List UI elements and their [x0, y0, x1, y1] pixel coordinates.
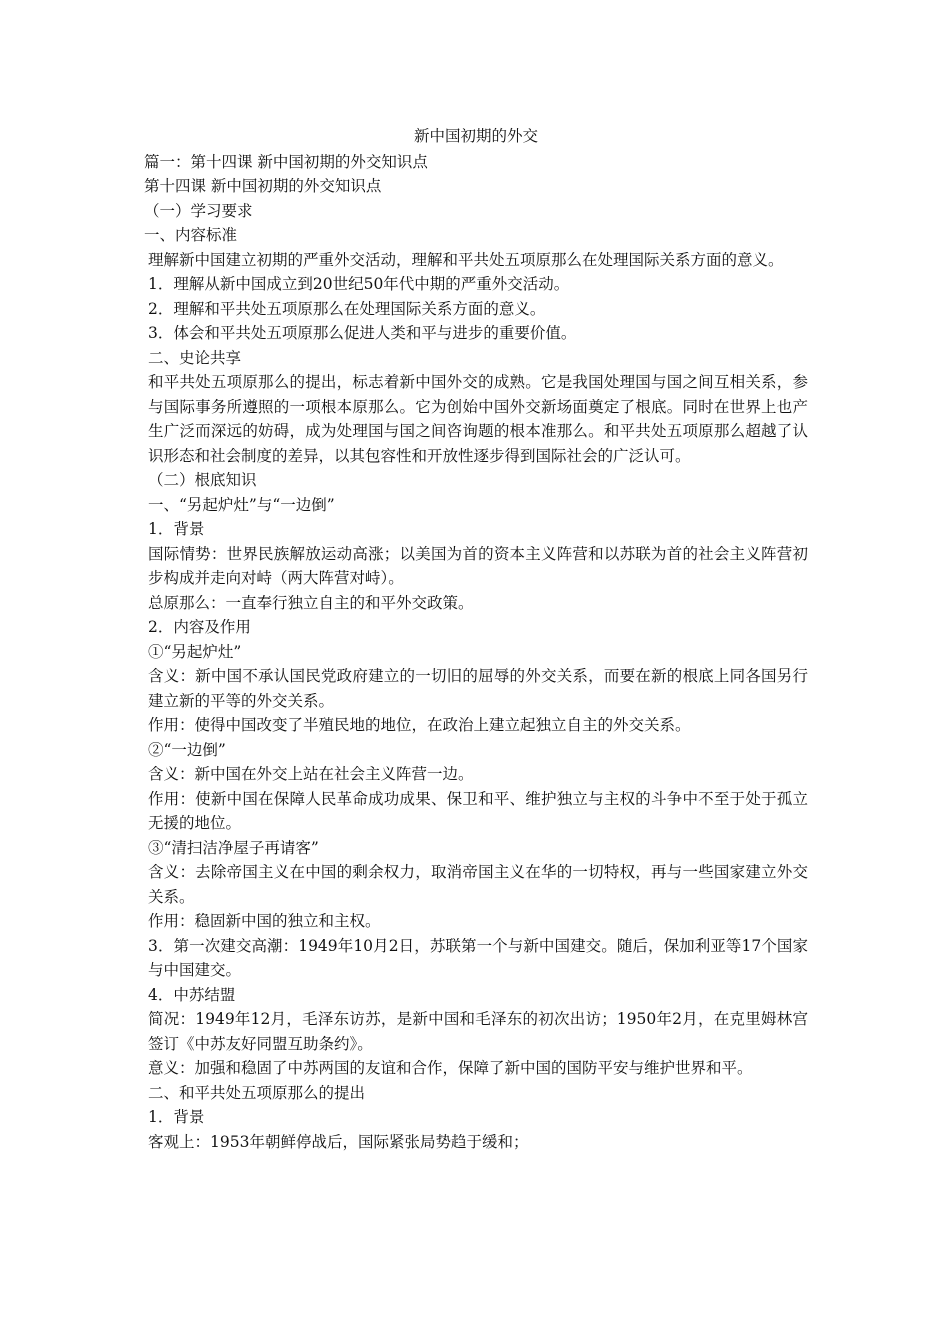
text-paragraph: 作用：使新中国在保障人民革命成功成果、保卫和平、维护独立与主权的斗争中不至于处于孤立无援的地位。 — [148, 789, 808, 832]
text-line: 一、“另起炉灶”与“一边倒” — [148, 495, 335, 514]
text-line: 2．理解和平共处五项原那么在处理国际关系方面的意义。 — [148, 299, 546, 318]
text-line: 作用：稳固新中国的独立和主权。 — [148, 912, 381, 930]
text-line: （二）根底知识 — [148, 471, 257, 489]
text-line: ③“清扫洁净屋子再请客” — [148, 838, 319, 857]
text-line: 篇一：第十四课 新中国初期的外交知识点 — [144, 152, 428, 171]
text-line: 1．背景 — [148, 520, 205, 538]
text-paragraph: 国际情势：世界民族解放运动高涨；以美国为首的资本主义阵营和以苏联为首的社会主义阵营初步构成并走向对峙（两大阵营对峙）。 — [148, 544, 808, 587]
text-line: （一）学习要求 — [144, 201, 253, 220]
text-line: 客观上：1953年朝鲜停战后，国际紧张局势趋于缓和； — [148, 1132, 529, 1151]
text-line: 1．背景 — [148, 1108, 205, 1126]
text-line: 一、内容标准 — [144, 226, 238, 244]
text-line: 总原那么：一直奉行独立自主的和平外交政策。 — [148, 593, 474, 612]
text-paragraph: 含义：新中国不承认国民党政府建立的一切旧的屈辱的外交关系，而要在新的根底上同各国另行建立新的平等的外交关系。 — [148, 667, 808, 710]
text-line: ①“另起炉灶” — [148, 642, 242, 661]
document-title: 新中国初期的外交 — [413, 127, 538, 145]
text-line: 作用：使得中国改变了半殖民地的地位，在政治上建立起独立自主的外交关系。 — [148, 716, 691, 734]
document-page — [144, 124, 808, 1154]
text-line: 含义：新中国在外交上站在社会主义阵营一边。 — [148, 765, 474, 783]
text-line: 3．体会和平共处五项原那么促进人类和平与进步的重要价值。 — [148, 324, 577, 342]
text-line: 二、史论共享 — [148, 348, 242, 367]
text-paragraph: 简况：1949年12月，毛泽东访苏，是新中国和毛泽东的初次出访；1950年2月，在克里姆林宫签订《中苏友好同盟互助条约》。 — [148, 1010, 808, 1053]
text-line: 意义：加强和稳固了中苏两国的友谊和合作，保障了新中国的国防平安与维护世界和平。 — [148, 1059, 753, 1077]
text-line: 4．中苏结盟 — [148, 985, 236, 1004]
text-paragraph: 和平共处五项原那么的提出，标志着新中国外交的成熟。它是我国处理国与国之间互相关系，参与国际事务所遵照的一项根本原那么。它为创始中国外交新场面奠定了根底。同时在世界上也产生广泛而深远的妨碍，成为处理国与国之间咨询题的根本准那么。和平共处五项原那么超越了认识形态和社会制度的差异，以其包容性和开放性逐步得到国际社会的广泛认可。 — [148, 373, 808, 465]
text-line: 第十四课 新中国初期的外交知识点 — [144, 177, 382, 195]
text-line: 二、和平共处五项原那么的提出 — [148, 1083, 366, 1102]
text-line: ②“一边倒” — [148, 740, 226, 759]
text-paragraph: 含义：去除帝国主义在中国的剩余权力，取消帝国主义在华的一切特权，再与一些国家建立外交关系。 — [148, 863, 808, 906]
text-paragraph: 理解新中国建立初期的严重外交活动，理解和平共处五项原那么在处理国际关系方面的意义。 — [148, 250, 784, 269]
text-line: 2．内容及作用 — [148, 618, 251, 636]
text-paragraph: 3．第一次建交高潮：1949年10月2日，苏联第一个与新中国建交。随后，保加利亚等17个国家与中国建交。 — [148, 936, 808, 979]
text-line: 1．理解从新中国成立到20世纪50年代中期的严重外交活动。 — [148, 275, 570, 293]
